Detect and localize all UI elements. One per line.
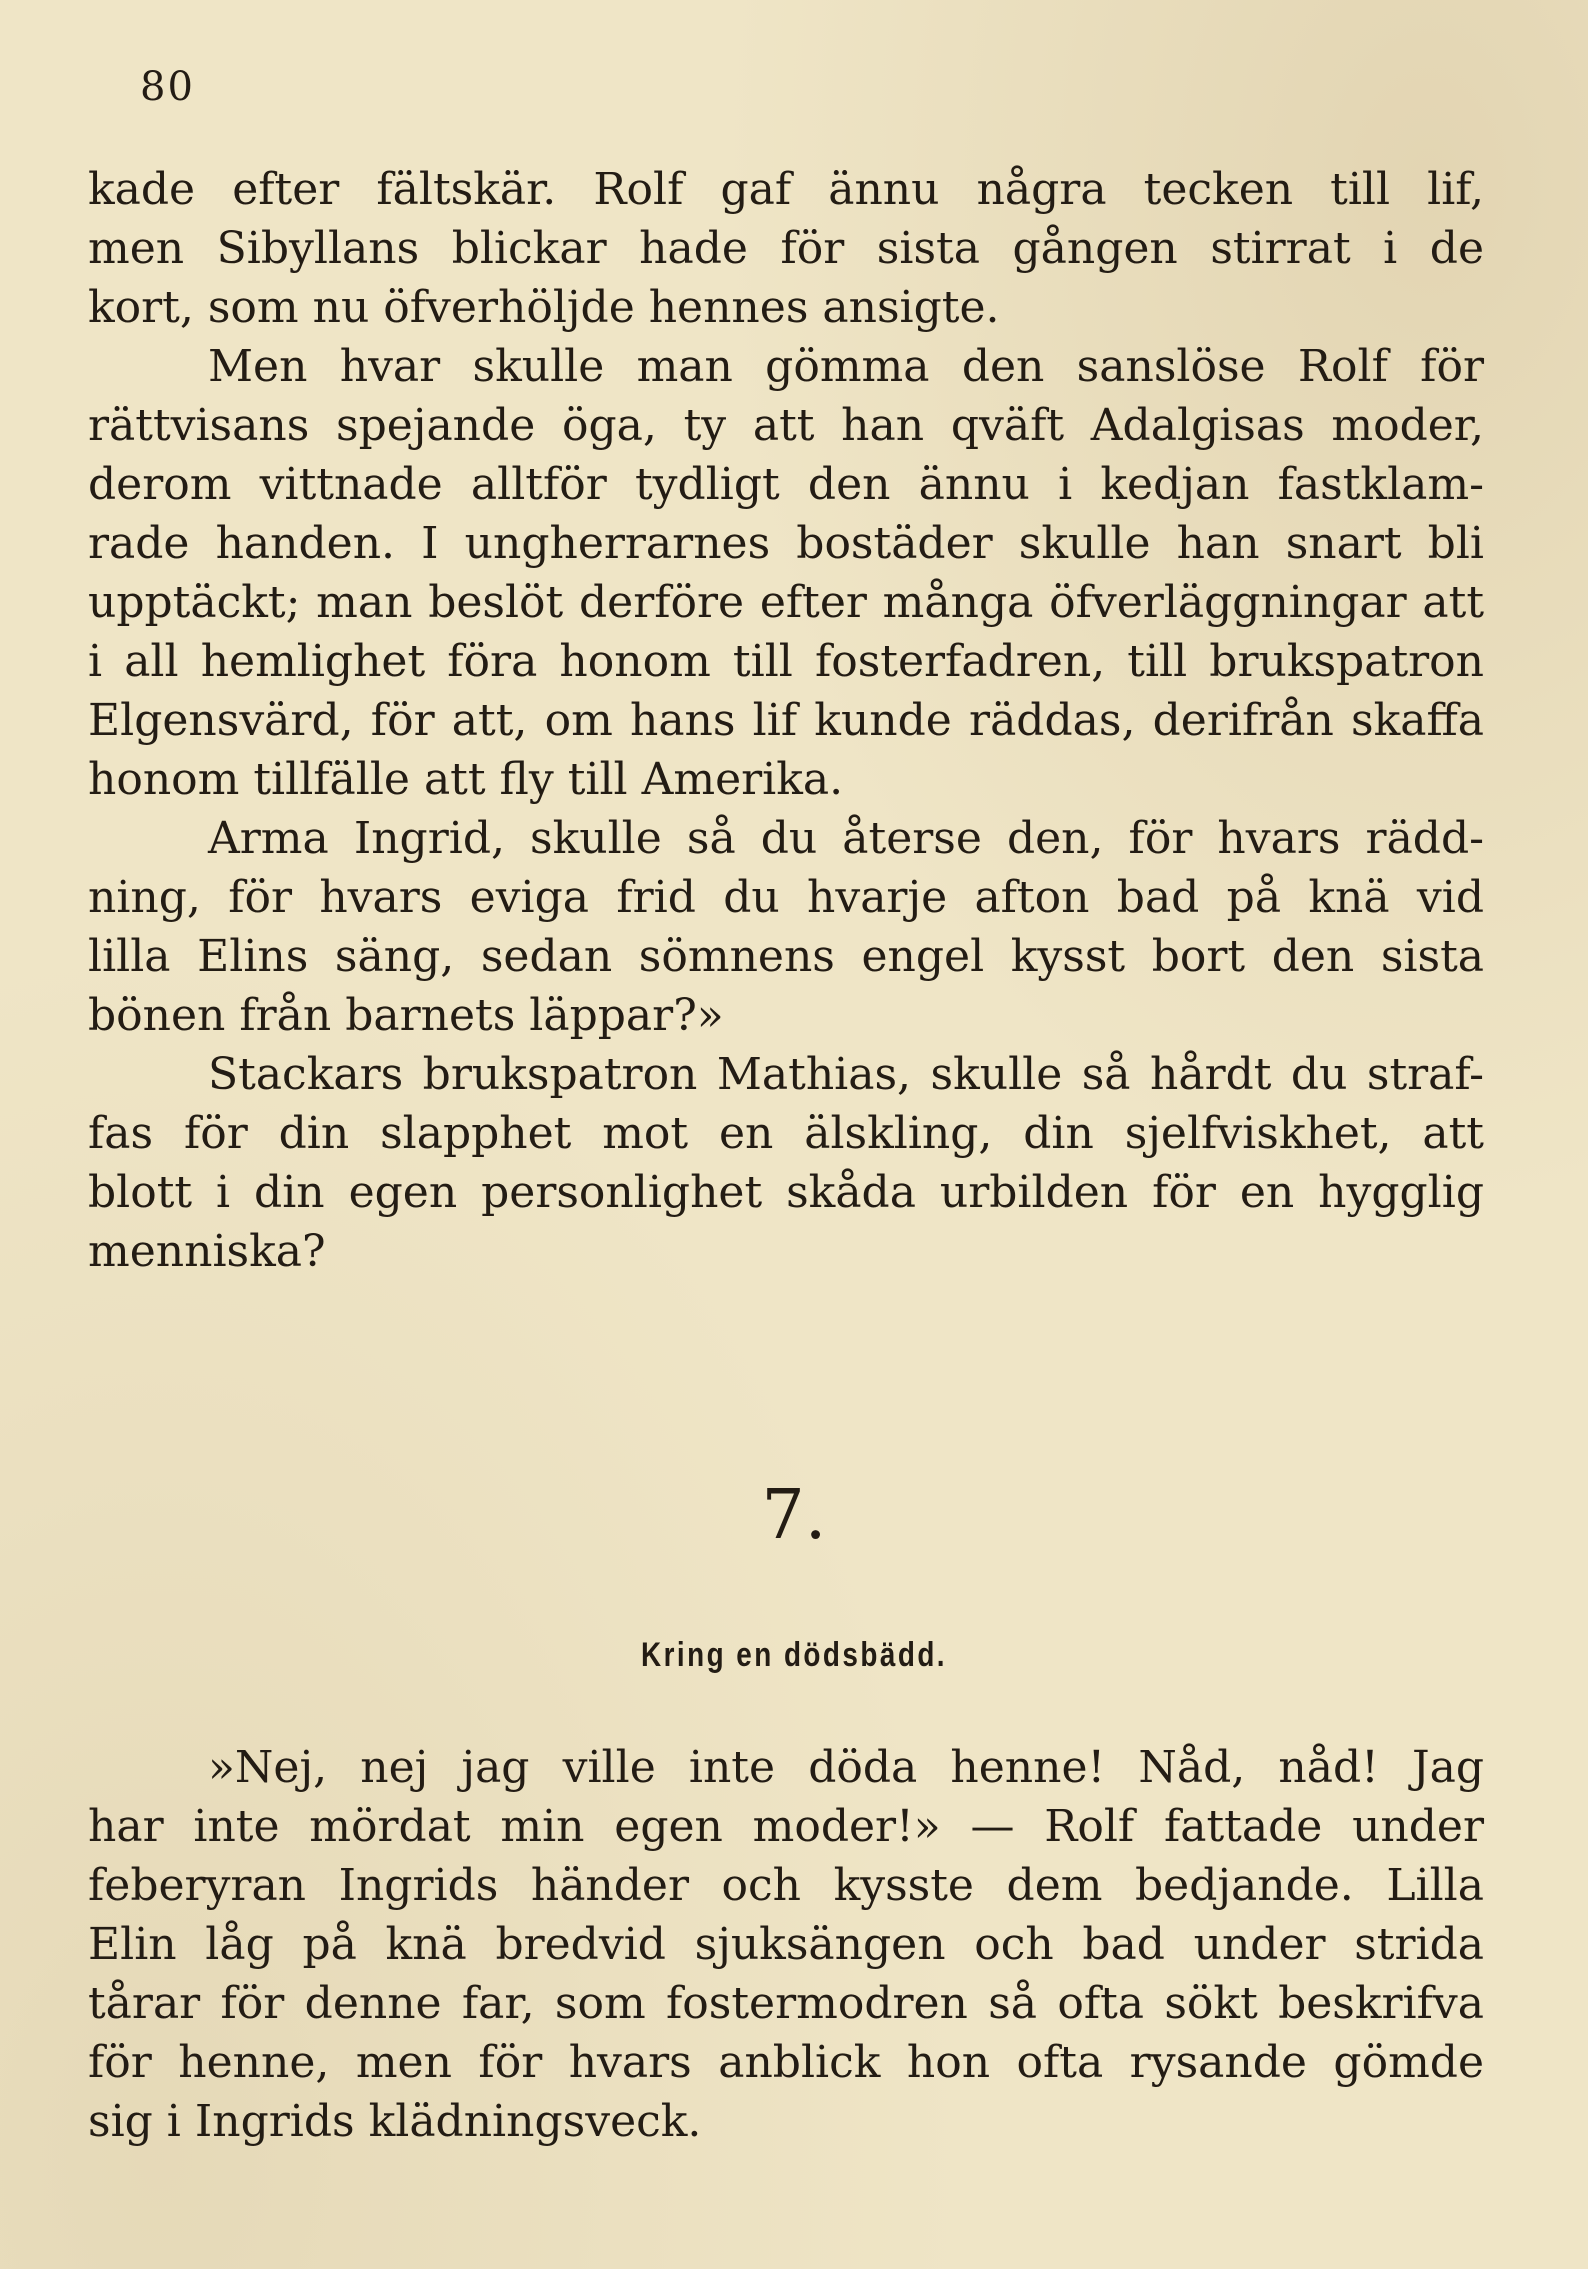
text-line: lilla Elins säng, sedan sömnens engel kysst bort den sista [88,931,1484,982]
body-text-top [88,160,1484,1281]
text-line: ning, för hvars eviga frid du hvarje afton bad på knä vid [88,872,1484,923]
text-line: »Nej, nej jag ville inte döda henne! Nåd, nåd! Jag [208,1742,1484,1793]
text-line: tårar för denne far, som fostermodren så ofta sökt beskrifva [88,1978,1484,2029]
text-line: bönen från barnets läppar?» [88,990,724,1041]
text-line: upptäckt; man beslöt derföre efter många öfverläggningar att [88,577,1484,628]
text-line: Elgensvärd, för att, om hans lif kunde räddas, derifrån skaffa [88,695,1484,746]
text-line: honom tillfälle att fly till Amerika. [88,754,844,805]
text-line: har inte mördat min egen moder!» — Rolf fattade under [88,1801,1484,1852]
text-line: kort, som nu öfverhöljde hennes ansigte. [88,282,1000,333]
text-line: rättvisans spejande öga, ty att han qväft Adalgisas moder, [88,400,1484,451]
text-line: Stackars brukspatron Mathias, skulle så hårdt du straf- [208,1049,1484,1100]
text-line: Arma Ingrid, skulle så du återse den, för hvars rädd- [208,813,1484,864]
text-line: menniska? [88,1226,326,1277]
body-text-bottom [88,1738,1484,2151]
text-line: feberyran Ingrids händer och kysste dem bedjande. Lilla [88,1860,1484,1911]
text-line: men Sibyllans blickar hade för sista gången stirrat i de [88,223,1484,274]
text-line: rade handen. I ungherrarnes bostäder skulle han snart bli [88,518,1484,569]
text-line: Elin låg på knä bredvid sjuksängen och bad under strida [88,1919,1484,1970]
text-line: i all hemlighet föra honom till fosterfadren, till brukspatron [88,636,1484,687]
text-line: derom vittnade alltför tydligt den ännu i kedjan fastklam- [88,459,1484,510]
text-line: Men hvar skulle man gömma den sanslöse Rolf för [208,341,1484,392]
chapter-title: Kring en dödsbädd. [640,1636,948,1674]
text-line: sig i Ingrids klädningsveck. [88,2096,702,2147]
chapter-number: 7. [761,1476,827,1555]
text-line: blott i din egen personlighet skåda urbilden för en hygglig [88,1167,1484,1218]
text-line: för henne, men för hvars anblick hon ofta rysande gömde [88,2037,1484,2088]
page-number: 80 [140,64,195,110]
text-line: fas för din slapphet mot en älskling, din sjelfviskhet, att [88,1108,1484,1159]
text-line: kade efter fältskär. Rolf gaf ännu några tecken till lif, [88,164,1484,215]
